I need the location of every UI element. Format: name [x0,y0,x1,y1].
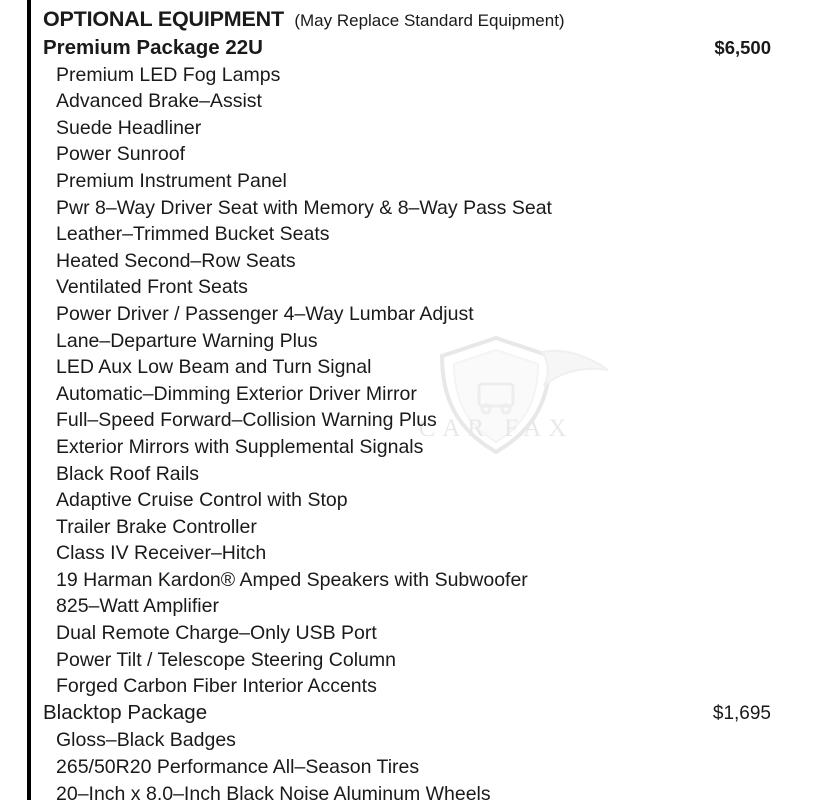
feature-item: 19 Harman Kardon® Amped Speakers with Subwoofer [56,568,528,591]
feature-item: Power Driver / Passenger 4–Way Lumbar Adjust [56,302,474,325]
section-header-note: (May Replace Standard Equipment) [294,11,565,30]
feature-item: Advanced Brake–Assist [56,90,262,113]
package-name: Blacktop Package [43,700,208,724]
feature-item: Black Roof Rails [56,462,200,485]
feature-item: Ventilated Front Seats [56,276,248,299]
feature-item: Leather–Trimmed Bucket Seats [56,223,330,246]
package-price: $6,500 [714,37,771,58]
feature-item: Adaptive Cruise Control with Stop [56,489,348,512]
feature-item: Trailer Brake Controller [56,515,257,538]
package-price: $1,695 [712,702,771,724]
feature-item: Exterior Mirrors with Supplemental Signals [56,435,424,458]
package-name: Premium Package 22U [43,36,263,59]
feature-item: Class IV Receiver–Hitch [56,542,267,565]
feature-item: Forged Carbon Fiber Interior Accents [56,675,377,698]
feature-item: Pwr 8–Way Driver Seat with Memory & 8–Way Pass Seat [56,196,552,219]
feature-item: Dual Remote Charge–Only USB Port [56,622,377,645]
feature-item: LED Aux Low Beam and Turn Signal [56,356,372,379]
feature-item: Full–Speed Forward–Collision Warning Plus [56,409,437,432]
feature-item: Gloss–Black Badges [56,729,236,752]
feature-item: Lane–Departure Warning Plus [56,329,318,352]
package-row [31,35,827,62]
package-row [31,700,827,728]
feature-item: 20–Inch x 8.0–Inch Black Noise Aluminum Wheels [56,782,491,805]
feature-item: Automatic–Dimming Exterior Driver Mirror [56,382,417,405]
feature-item: 265/50R20 Performance All–Season Tires [56,756,420,779]
section-header [31,6,827,35]
feature-item: Power Sunroof [56,143,185,166]
feature-item: Power Tilt / Telescope Steering Column [56,648,396,671]
feature-item: Suede Headliner [56,116,202,139]
feature-item: Premium Instrument Panel [56,169,287,192]
package-list [31,35,827,807]
page-title: OPTIONAL EQUIPMENT [43,7,284,31]
feature-item: Heated Second–Row Seats [56,249,296,272]
feature-item: Premium LED Fog Lamps [56,63,281,86]
optional-equipment-section [31,0,827,805]
watermark-text: CAR FAX [418,415,574,442]
feature-item: 825–Watt Amplifier [56,595,219,618]
